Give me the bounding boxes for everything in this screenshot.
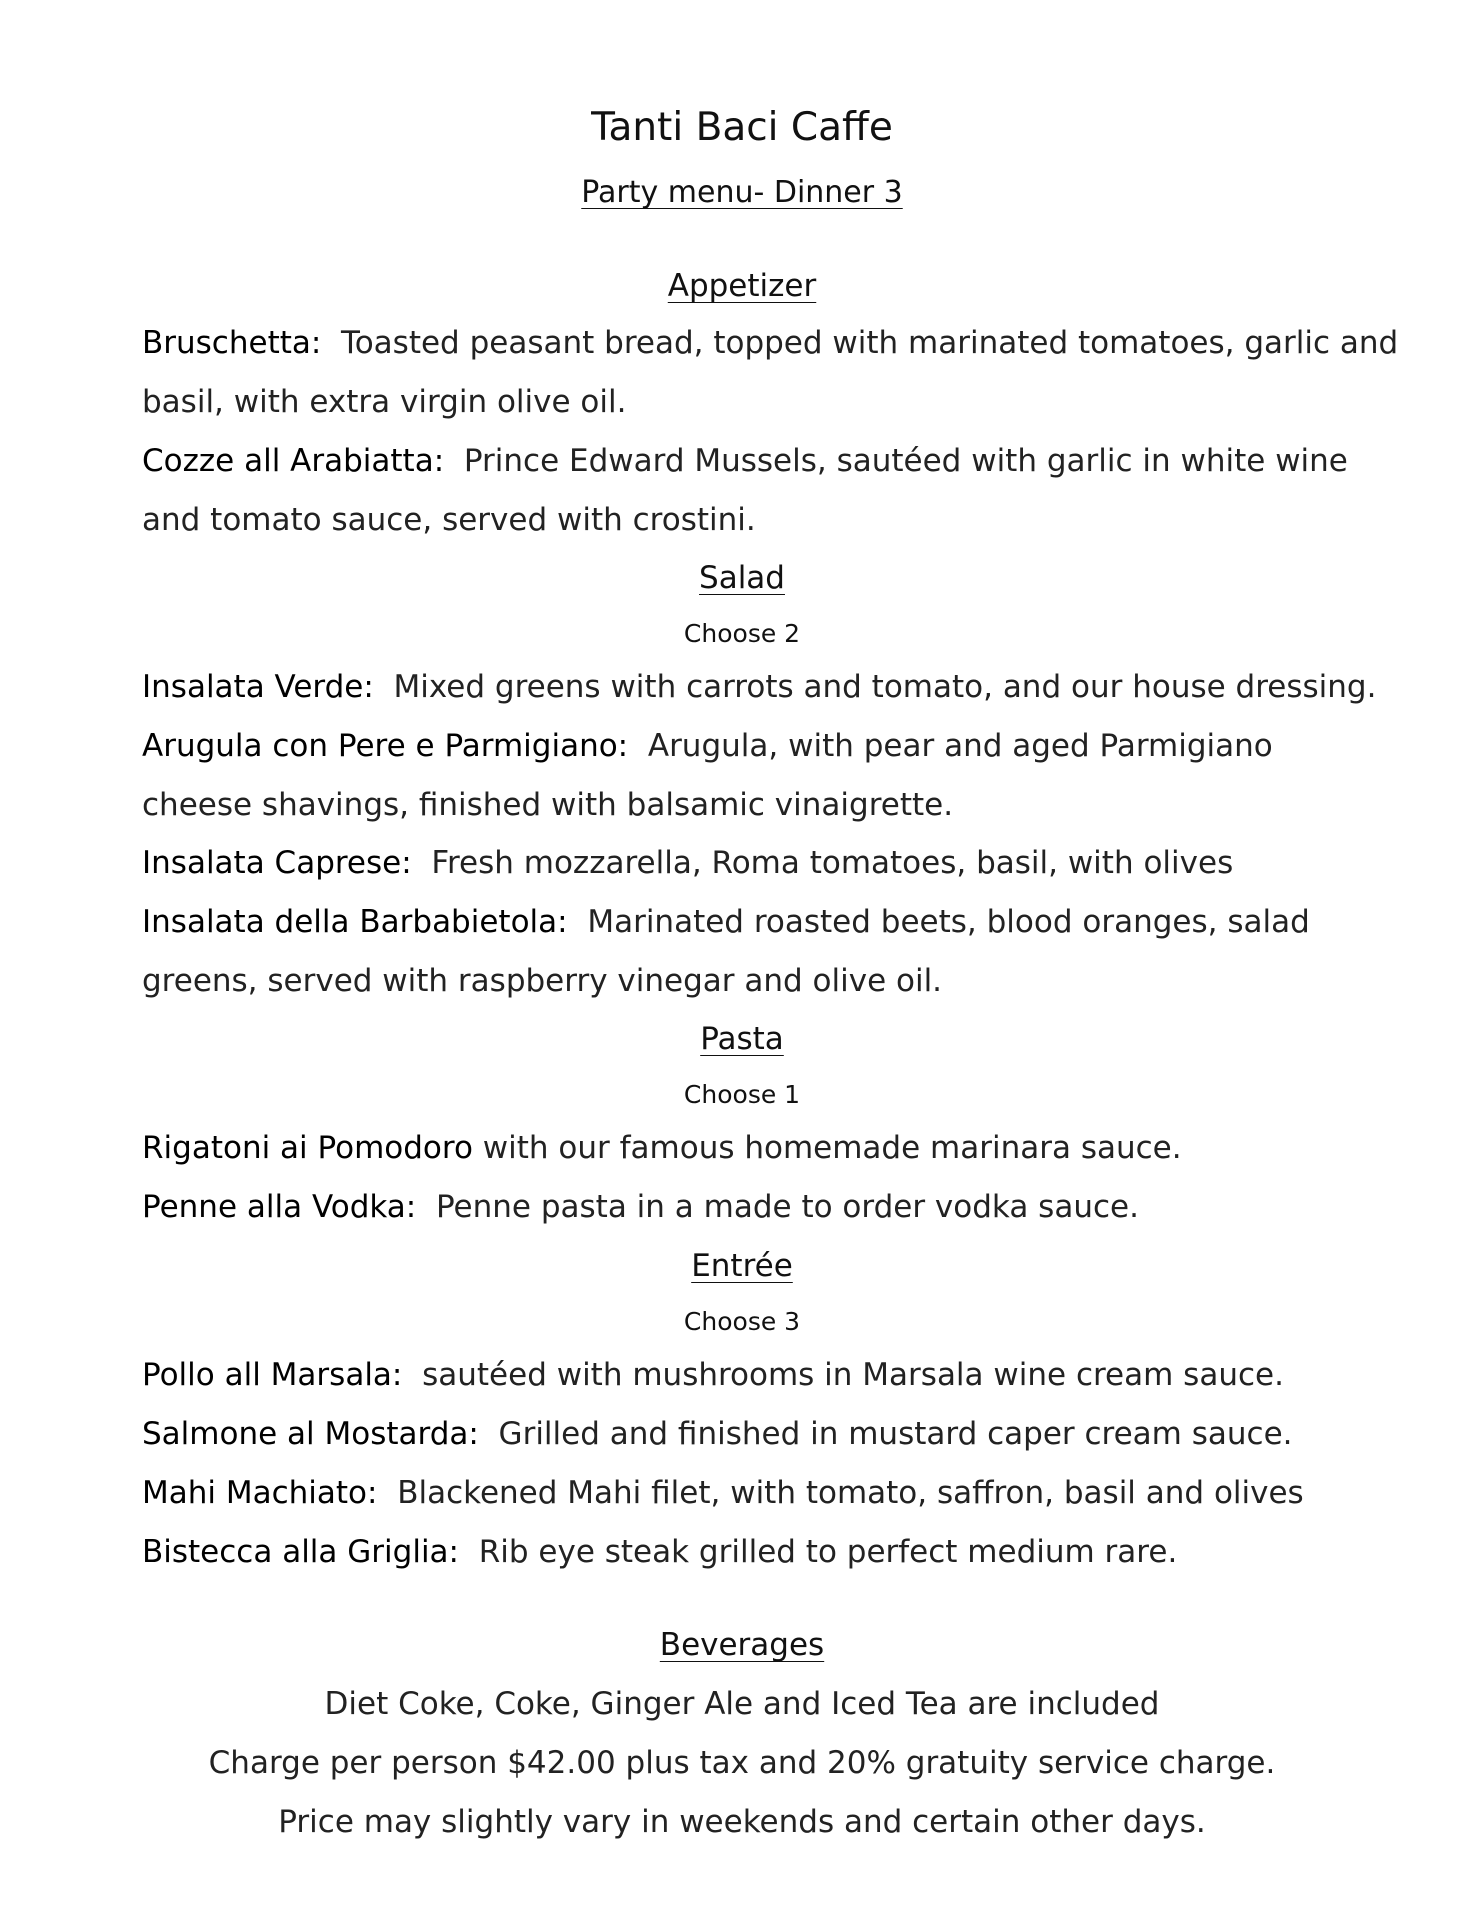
pasta-heading: Pasta [700,1021,784,1057]
pasta-choose-note: Choose 1 [683,1080,801,1109]
item-name: Salmone al Mostarda: [142,1416,479,1452]
entree-item-mahi [142,1472,1362,1514]
entree-item-salmone [142,1413,1362,1455]
appetizer-item-bruschetta-cont: basil, with extra virgin olive oil. [142,384,627,420]
item-description: Marinated roasted beets, blood oranges, salad [587,904,1310,940]
appetizer-item-cozze [142,440,1362,482]
item-description: Prince Edward Mussels, sautéed with garlic in white wine [463,443,1348,479]
item-description: Arugula, with pear and aged Parmigiano [647,728,1273,764]
item-name: Penne alla Vodka: [142,1189,417,1225]
item-description: Toasted peasant bread, topped with marinated tomatoes, garlic and [341,325,1399,361]
beverages-heading: Beverages [659,1627,825,1663]
salad-item-arugula [142,725,1362,767]
salad-item-barbabietola [142,901,1362,943]
pasta-item-rigatoni [142,1127,1362,1169]
entree-item-bistecca [142,1531,1362,1573]
appetizer-heading: Appetizer [667,268,817,304]
item-name: Mahi Machiato: [142,1475,378,1511]
salad-choose-note: Choose 2 [683,619,801,648]
item-name: Insalata della Barbabietola: [142,904,568,940]
salad-item-caprese [142,842,1362,884]
item-description: Rib eye steak grilled to perfect medium rare. [478,1534,1178,1570]
item-name: Bruschetta: [142,325,322,361]
item-name: Pollo all Marsala: [142,1357,403,1393]
pasta-item-penne [142,1186,1362,1228]
entree-choose-note: Choose 3 [683,1307,801,1336]
menu-title: Party menu- Dinner 3 [581,175,903,210]
salad-item-verde [142,666,1377,708]
item-description: Mixed greens with carrots and tomato, and our house dressing. [393,669,1377,705]
salad-heading: Salad [699,560,785,596]
item-name: Insalata Caprese: [142,845,412,881]
item-description: Grilled and finished in mustard caper cream sauce. [498,1416,1293,1452]
price-note: Price may slightly vary in weekends and certain other days. [278,1804,1206,1840]
restaurant-name: Tanti Baci Caffe [591,105,893,150]
beverages-included: Diet Coke, Coke, Ginger Ale and Iced Tea are included [324,1686,1160,1722]
salad-item-barbabietola-cont: greens, served with raspberry vinegar and olive oil. [142,963,943,999]
appetizer-item-cozze-cont: and tomato sauce, served with crostini. [142,502,756,538]
entree-item-pollo [142,1354,1362,1396]
item-description: Penne pasta in a made to order vodka sauce. [435,1189,1139,1225]
appetizer-item-bruschetta [142,322,1399,364]
item-name: Rigatoni ai Pomodoro [142,1130,473,1166]
item-description: Fresh mozzarella, Roma tomatoes, basil, with olives [431,845,1234,881]
item-name: Insalata Verde: [142,669,374,705]
item-description: Blackened Mahi filet, with tomato, saffron, basil and olives [397,1475,1304,1511]
item-description: with our famous homemade marinara sauce. [482,1130,1182,1166]
salad-item-arugula-cont: cheese shavings, finished with balsamic vinaigrette. [142,787,954,823]
charge-per-person: Charge per person $42.00 plus tax and 20% gratuity service charge. [208,1745,1276,1781]
entree-heading: Entrée [691,1248,793,1284]
item-name: Cozze all Arabiatta: [142,443,445,479]
item-description: sautéed with mushrooms in Marsala wine cream sauce. [422,1357,1284,1393]
item-name: Arugula con Pere e Parmigiano: [142,728,629,764]
item-name: Bistecca alla Griglia: [142,1534,459,1570]
